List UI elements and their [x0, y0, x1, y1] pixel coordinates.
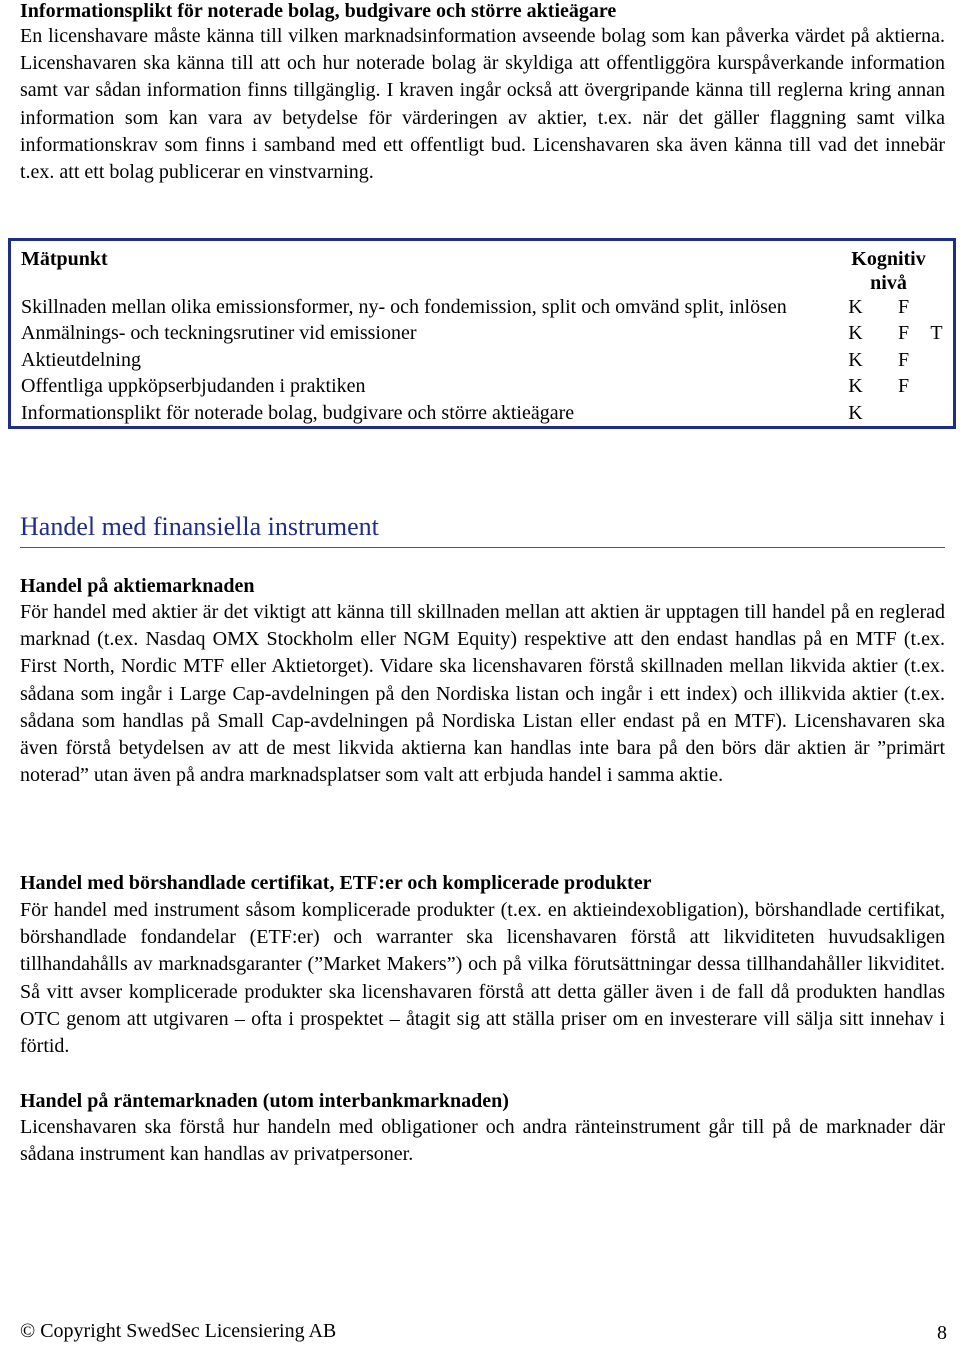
header-measure: Mätpunkt	[21, 248, 108, 270]
row-text: Anmälnings- och teckningsrutiner vid emissioner	[21, 322, 417, 344]
copyright-text: © Copyright SwedSec Licensiering AB	[20, 1320, 337, 1342]
level-t	[920, 347, 955, 374]
table-row	[10, 347, 955, 374]
level-k: K	[848, 348, 863, 371]
row-text: Skillnaden mellan olika emissionsformer, ny- och fondemission, split och omvänd split, inlösen	[21, 296, 787, 318]
sub1-heading: Handel på aktiemarknaden	[20, 575, 255, 597]
level-f: F	[897, 322, 910, 344]
cognitive-level-table	[8, 238, 956, 429]
table-row	[10, 295, 955, 320]
page-number: 8	[937, 1322, 947, 1344]
sub1-paragraph: För handel med aktier är det viktigt att känna till skillnaden mellan att aktien är upptagen till handel på en reglerad marknad (t.ex. Nasdaq OMX Stockholm eller NGM Equity) respektive att den endast handlas på en MTF (t.ex. First North, Nordic MTF eller Aktietorget). Vidare ska licenshavaren förstå skillnaden mellan likvida aktier (t.ex. sådana som ingår i Large Cap-avdelningen på den Nordiska listan och ingår i ett index) och illikvida aktier (t.ex. sådana som handlas på Small Cap-avdelningen på Nordiska Listan eller endast på en MTF). Licenshavaren ska även förstå betydelsen av att de mest likvida aktierna kan handlas inte bara på den börs där aktien är ”primärt noterad” utan även på andra marknadsplatser som valt att erbjuda handel i samma aktie.	[20, 601, 945, 787]
level-f: F	[897, 296, 910, 318]
sub2-heading: Handel med börshandlade certifikat, ETF:er och komplicerade produkter	[20, 872, 652, 894]
table-row	[10, 373, 955, 400]
sub2-paragraph: För handel med instrument såsom komplicerade produkter (t.ex. en aktieindexobligation), börshandlade certifikat, börshandlade fondandelar (ETF:er) och warranter ska licenshavaren förstå att likviditeten huvudsakligen tillhandahålls av marknadsgaranter (”Market Makers”) och på vilka förutsättningar dessa tillhandahåller likviditet. Så vitt avser komplicerade produkter ska licenshavaren förstå att detta gäller även i de fall då produkten handlas OTC genom att utgivaren – ofta i prospektet – åtagit sig att ställa priser om en investerare vill sälja sitt innehav i förtid.	[20, 899, 945, 1058]
level-k: K	[848, 401, 863, 424]
level-t	[920, 373, 955, 400]
table-header-row	[10, 240, 955, 296]
level-k: K	[848, 296, 863, 318]
header-level-line2: nivå	[870, 272, 907, 294]
row-text: Informationsplikt för noterade bolag, budgivare och större aktieägare	[21, 401, 575, 424]
level-f: F	[897, 375, 910, 397]
sub3-heading: Handel på räntemarknaden (utom interbankmarknaden)	[20, 1090, 509, 1112]
level-k: K	[848, 375, 863, 397]
level-t: T	[930, 322, 943, 344]
table-row	[10, 320, 955, 347]
row-text: Offentliga uppköpserbjudanden i praktiken	[21, 375, 366, 397]
sub3-paragraph: Licenshavaren ska förstå hur handeln med obligationer och andra ränteinstrument går till på de marknader där sådana instrument kan handlas av privatpersoner.	[20, 1116, 945, 1166]
level-k: K	[848, 322, 863, 344]
intro-heading: Informationsplikt för noterade bolag, budgivare och större aktieägare	[20, 0, 617, 22]
section-title: Handel med finansiella instrument	[20, 511, 945, 548]
row-text: Aktieutdelning	[21, 348, 141, 371]
header-level	[824, 240, 955, 296]
table-row	[10, 400, 955, 428]
header-level-line1: Kognitiv	[851, 248, 926, 270]
intro-paragraph: En licenshavare måste känna till vilken marknadsinformation avseende bolag som kan påverka värdet på aktierna. Licenshavaren ska känna till att och hur noterade bolag är skyldiga att offentliggöra kurspåverkande information samt var sådan information finns tillgänglig. I kraven ingår också att övergripande känna till reglerna kring annan information som kan vara av betydelse för värderingen av aktier, t.ex. när det gäller flaggning samt vilka informationskrav som finns i samband med ett offentligt bud. Licenshavaren ska även känna till vad det innebär t.ex. att ett bolag publicerar en vinstvarning.	[20, 25, 945, 184]
level-f	[887, 400, 920, 428]
level-t	[920, 295, 955, 320]
level-t	[920, 400, 955, 428]
level-f: F	[897, 348, 910, 371]
